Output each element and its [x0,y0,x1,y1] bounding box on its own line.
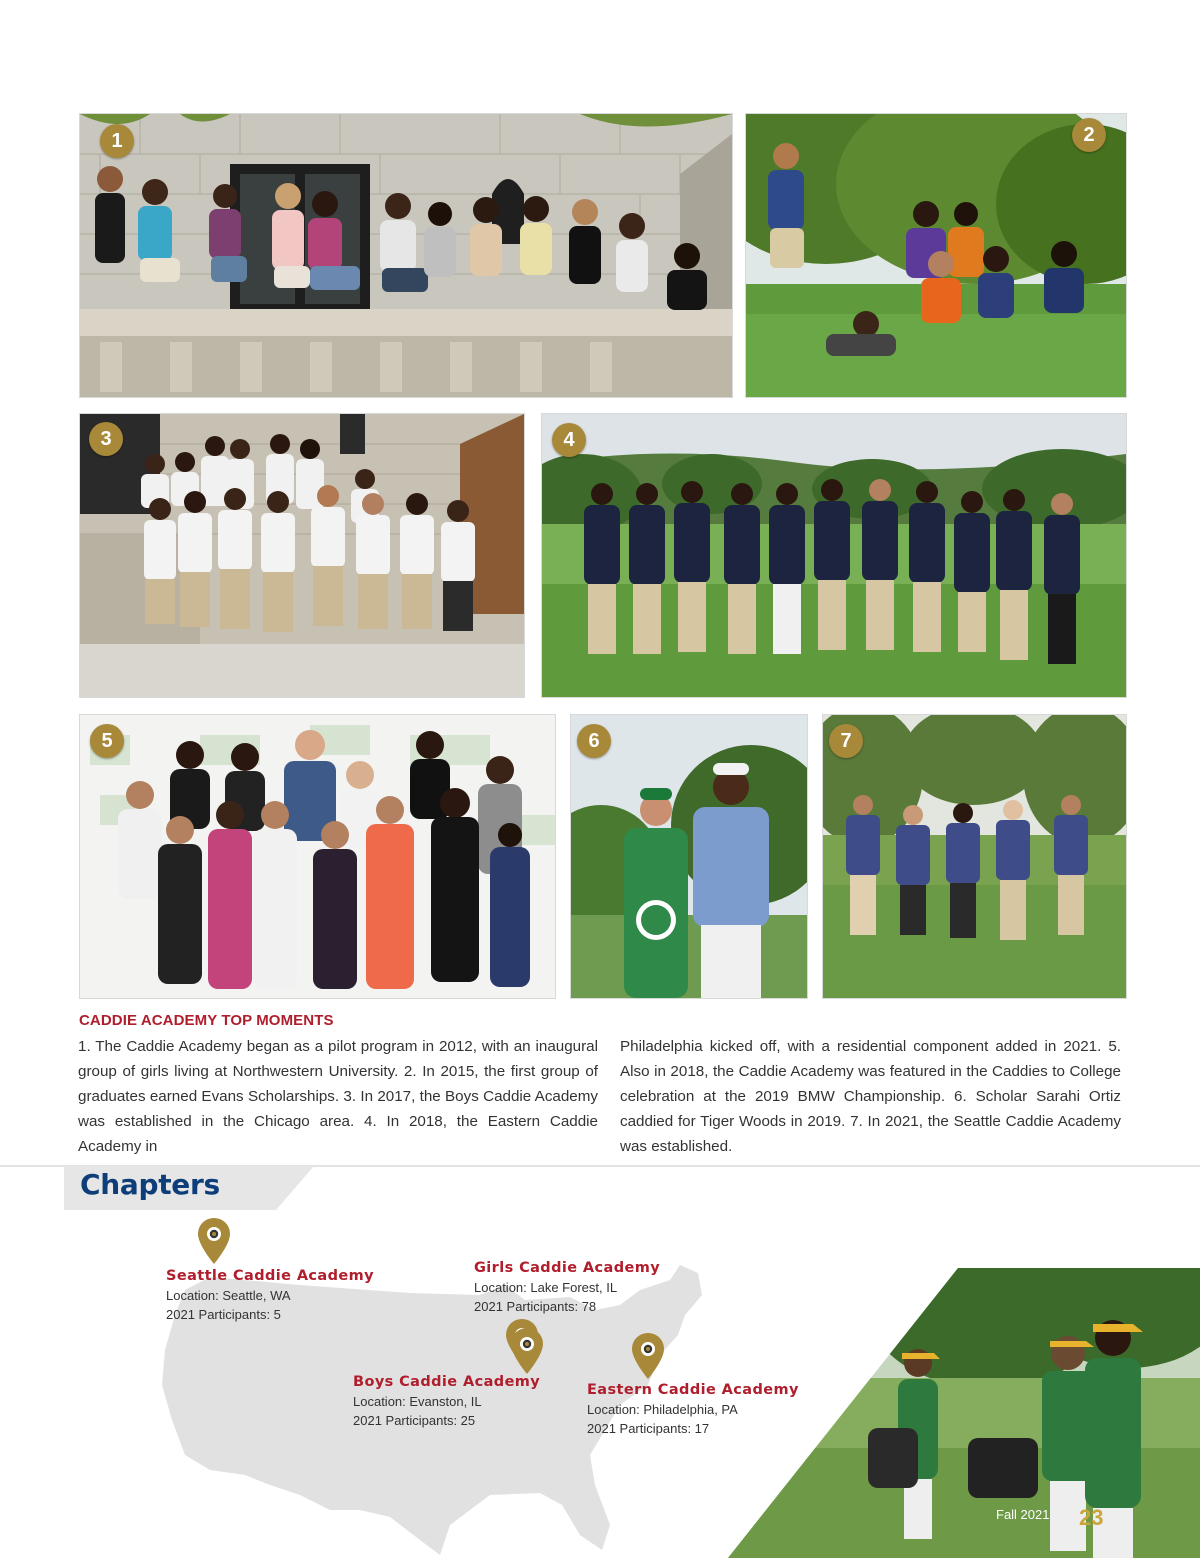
footer-issue: Fall 2021 [996,1507,1050,1522]
chapter-participants: 2021 Participants: 17 [587,1421,710,1436]
photo-6-scene [571,715,807,998]
photo-1 [79,113,733,398]
photo-2 [745,113,1127,398]
photo-2-number-badge: 2 [1072,118,1106,152]
chapter-seattle [166,1267,374,1324]
photo-5-scene [80,715,555,998]
evanston-map-pin-icon [510,1327,544,1375]
moments-text-right: Philadelphia kicked off, with a residential component added in 2021. 5. Also in 2018, the Caddie Academy was featured in the Caddies to College celebration at the 2019 BMW Championship. 6. Scholar Sarahi Ortiz caddied for Tiger Woods in 2019. 7. In 2021, the Seattle Caddie Academy was established. [620,1038,1121,1155]
chapter-participants: 2021 Participants: 25 [353,1413,476,1428]
chapter-location: Location: Seattle, WA [166,1288,291,1303]
chapter-location: Location: Evanston, IL [353,1394,482,1409]
chapters-heading: Chapters [80,1168,220,1201]
chapter-name: Girls Caddie Academy [474,1260,661,1276]
seattle-map-pin-icon [197,1217,231,1265]
photo-6-number-badge: 6 [577,724,611,758]
photo-3-scene [80,414,524,697]
photo-2-scene [746,114,1126,397]
page-number: 23 [1079,1505,1104,1530]
caddies-corner-photo [728,1268,1200,1558]
chapter-location: Location: Philadelphia, PA [587,1402,738,1417]
photo-7-scene [823,715,1126,998]
photo-3-number-badge: 3 [89,422,123,456]
chapter-participants: 2021 Participants: 78 [474,1299,597,1314]
photo-4 [541,413,1127,698]
photo-7-number-badge: 7 [829,724,863,758]
photo-5 [79,714,556,999]
chapter-location: Location: Lake Forest, IL [474,1280,618,1295]
moments-text-left: 1. The Caddie Academy began as a pilot program in 2012, with an inaugural group of girls living at Northwestern University. 2. In 2015, the first group of graduates earned Evans Scholarships. 3. In 2017, the Boys Caddie Academy was established in the Chicago area. 4. In 2018, the Eastern Caddie Academy in [78,1038,598,1155]
chapter-name: Eastern Caddie Academy [587,1382,799,1398]
photo-1-number-badge: 1 [100,124,134,158]
photo-4-number-badge: 4 [552,423,586,457]
chapter-boys [353,1373,540,1430]
photo-5-number-badge: 5 [90,724,124,758]
chapter-participants: 2021 Participants: 5 [166,1307,281,1322]
photo-1-scene [80,114,732,397]
photo-4-scene [542,414,1126,697]
chapter-girls [474,1259,660,1316]
chapter-name: Boys Caddie Academy [353,1374,541,1390]
moments-heading: CADDIE ACADEMY TOP MOMENTS [79,1012,334,1029]
chapter-name: Seattle Caddie Academy [166,1268,374,1284]
photo-6 [570,714,808,999]
photo-3 [79,413,525,698]
philadelphia-map-pin-icon [631,1332,665,1380]
photo-7 [822,714,1127,999]
